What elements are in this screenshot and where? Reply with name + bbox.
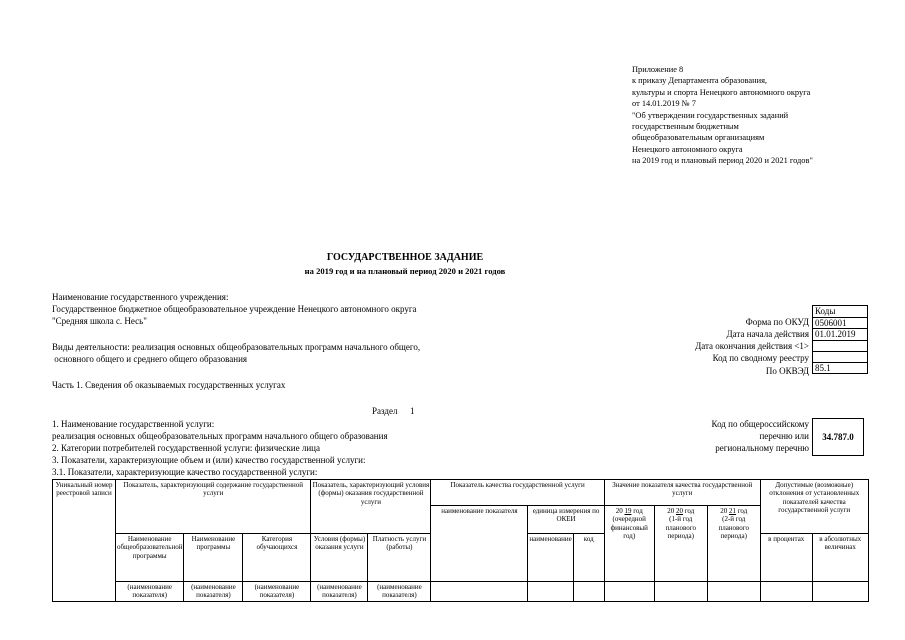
unique-number-cell: [53, 582, 116, 602]
category-header: Категория обучающихся: [243, 534, 311, 582]
service-name-label: 1. Наименование государственной услуги:: [52, 419, 215, 429]
annex-line: на 2019 год и плановый период 2020 и 2021 годов": [632, 156, 813, 166]
absolute-header: в абсолютных величинах: [812, 534, 868, 582]
year3-note: (2-й год планового периода): [718, 515, 749, 541]
table-cell: [604, 582, 654, 602]
annex-block: [632, 64, 813, 167]
table-cell: [760, 582, 812, 602]
year3-header: [707, 506, 760, 582]
year1-header: [604, 506, 654, 582]
annex-line: общеобразовательным организациям: [632, 133, 765, 143]
year2-note: (1-й год планового периода): [665, 515, 696, 541]
quality-indicators-table: [52, 479, 869, 602]
annex-line: "Об утверждении государственных заданий: [632, 110, 789, 120]
paid-header: Платность услуги (работы): [368, 534, 431, 582]
table-cell: [573, 582, 604, 602]
deviation-header: Допустимые (возможные) отклонения от установленных показателей качества государственной услуги: [760, 480, 868, 534]
reg-label-3: региональному перечню: [715, 443, 809, 453]
registry-code-label: Код по сводному реестру: [712, 353, 809, 363]
indicators-heading: 3. Показатели, характеризующие объем и (или) качество государственной услуги:: [52, 455, 366, 465]
table-cell: [812, 582, 868, 602]
indicator-name-header: наименование показателя: [431, 506, 528, 582]
indicator-name-note: (наименование показателя): [116, 582, 184, 602]
year2-prefix: 20: [667, 507, 675, 515]
consumer-category: 2. Категории потребителей государственной услуги: физические лица: [52, 443, 320, 453]
service-name: реализация основных общеобразовательных программ начального общего образования: [52, 431, 388, 441]
start-date-value: 01.01.2019: [813, 329, 868, 341]
activity-line-2: основного общего и среднего общего образования: [52, 354, 248, 364]
indicator-name-note: (наименование показателя): [184, 582, 243, 602]
registry-code-value: [813, 351, 868, 362]
end-date-label: Дата окончания действия <1>: [695, 341, 809, 351]
content-header: Показатель, характеризующий содержание государственной услуги: [116, 480, 311, 534]
year1-note: (очередной финансовый год): [610, 515, 648, 541]
annex-line: от 14.01.2019 № 7: [632, 99, 696, 109]
annex-line: государственным бюджетным: [632, 122, 739, 132]
year3-value: 21: [728, 507, 736, 515]
table-cell: [707, 582, 760, 602]
year2-suffix: год: [684, 507, 695, 515]
unique-number-header: Уникальный номер реестровой записи: [53, 480, 116, 534]
quality-indicators-heading: 3.1. Показатели, характеризующие качество государственной услуги:: [52, 467, 318, 477]
reg-label-2: перечню или: [759, 431, 809, 441]
end-date-value: [813, 340, 868, 351]
annex-line: культуры и спорта Ненецкого автономного округа: [632, 87, 811, 97]
part-heading: Часть 1. Сведения об оказываемых государственных услугах: [52, 380, 286, 390]
form-header: Условия (формы) оказания услуги: [311, 534, 368, 582]
document-title: ГОСУДАРСТВЕННОЕ ЗАДАНИЕ: [326, 252, 484, 263]
annex-line: Ненецкого автономного округа: [632, 144, 743, 154]
okud-label: Форма по ОКУД: [745, 317, 809, 327]
percent-header: в процентах: [760, 534, 812, 582]
section-number: 1: [410, 406, 415, 416]
start-date-label: Дата начала действия: [726, 329, 809, 339]
program-name-header: Наименование общеобразовательной программы: [116, 534, 184, 582]
institution-name-2: "Средняя школа с. Несь": [52, 316, 147, 326]
year3-suffix: год: [737, 507, 748, 515]
document-subtitle: на 2019 год и на плановый период 2020 и 2021 годов: [304, 266, 506, 276]
unit-code-header: код: [573, 534, 604, 582]
program-header: Наименование программы: [184, 534, 243, 582]
quality-header: Показатель качества государственной услуги: [431, 480, 604, 506]
table-cell: [654, 582, 707, 602]
table-cell: [431, 582, 528, 602]
year1-prefix: 20: [615, 507, 623, 515]
unit-name-header: наименование: [528, 534, 573, 582]
okved-label: По ОКВЭД: [765, 366, 809, 376]
year2-value: 20: [675, 507, 683, 515]
annex-line: к приказу Департамента образования,: [632, 76, 768, 86]
year3-prefix: 20: [720, 507, 728, 515]
table-cell: [528, 582, 573, 602]
regional-code-box: 34.787.0: [812, 418, 864, 456]
year2-header: [654, 506, 707, 582]
indicator-name-note: (наименование показателя): [311, 582, 368, 602]
indicator-name-note: (наименование показателя): [368, 582, 431, 602]
annex-line: Приложение 8: [632, 65, 684, 74]
codes-header: Коды: [813, 306, 868, 318]
reg-label-1: Код по общероссийскому: [711, 419, 809, 429]
codes-box: [812, 305, 868, 374]
section-label: Раздел: [372, 406, 398, 416]
okved-value: 85.1: [813, 362, 868, 374]
institution-label: Наименование государственного учреждения:: [52, 292, 229, 302]
year1-value: 19: [624, 507, 632, 515]
indicator-name-note: (наименование показателя): [243, 582, 311, 602]
year1-suffix: год: [633, 507, 643, 515]
value-header: Значение показателя качества государственной услуги: [604, 480, 760, 506]
institution-name: Государственное бюджетное общеобразовательное учреждение Ненецкого автономного округа: [52, 304, 417, 314]
conditions-header: Показатель, характеризующий условия (формы) оказания государственной услуги: [311, 480, 431, 534]
unit-header: единица измерения по ОКЕИ: [528, 506, 604, 534]
okud-value: 0506001: [813, 317, 868, 329]
unique-number-cell: [53, 534, 116, 582]
activity-line: Виды деятельности: реализация основных общеобразовательных программ начального общего,: [52, 342, 421, 352]
